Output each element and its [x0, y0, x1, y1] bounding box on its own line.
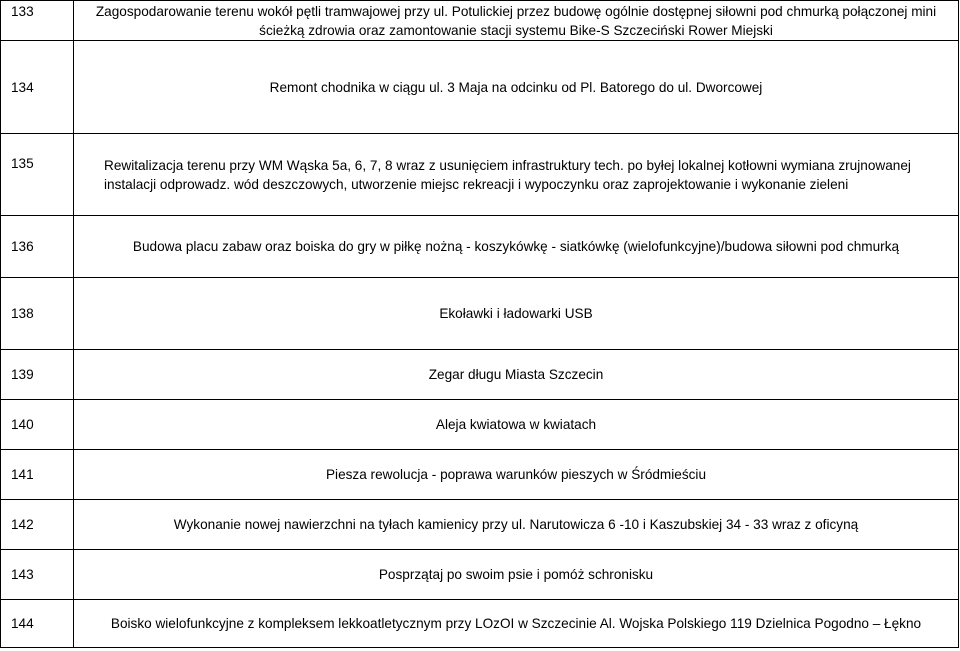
table-row — [1, 550, 959, 600]
row-description: Zagospodarowanie terenu wokół pętli tramwajowej przy ul. Potulickiej przez budowę ogólnie dostępnej siłowni pod chmurką połączonej mini ścieżką zdrowia oraz zamontowanie stacji systemu Bike-S Szczeciński Rower Miejski — [74, 1, 959, 41]
row-description: Remont chodnika w ciągu ul. 3 Maja na odcinku od Pl. Batorego do ul. Dworcowej — [74, 41, 959, 134]
table-row — [1, 278, 959, 350]
row-description: Budowa placu zabaw oraz boiska do gry w piłkę nożną - koszykówkę - siatkówkę (wielofunkcyjne)/budowa siłowni pod chmurką — [74, 216, 959, 278]
row-number: 141 — [1, 450, 74, 500]
table-row — [1, 41, 959, 134]
row-description: Wykonanie nowej nawierzchni na tyłach kamienicy przy ul. Narutowicza 6 -10 i Kaszubskiej 34 - 33 wraz z oficyną — [74, 500, 959, 550]
table-row — [1, 450, 959, 500]
row-description: Rewitalizacja terenu przy WM Wąska 5a, 6, 7, 8 wraz z usunięciem infrastruktury tech. po byłej lokalnej kotłowni wymiana zrujnowanej instalacji odprowadz. wód deszczowych, utworzenie miejsc rekreacji i wypoczynku oraz zaprojektowanie i wykonanie zieleni — [74, 134, 959, 216]
table-row — [1, 1, 959, 41]
table-row — [1, 400, 959, 450]
row-description: Aleja kwiatowa w kwiatach — [74, 400, 959, 450]
row-number: 133 — [1, 1, 74, 41]
row-description: Posprzątaj po swoim psie i pomóż schronisku — [74, 550, 959, 600]
row-number: 140 — [1, 400, 74, 450]
row-number: 139 — [1, 350, 74, 400]
table-row — [1, 600, 959, 648]
row-number: 144 — [1, 600, 74, 648]
table-row — [1, 134, 959, 216]
table-row — [1, 500, 959, 550]
row-number: 143 — [1, 550, 74, 600]
row-number: 134 — [1, 41, 74, 134]
row-description: Boisko wielofunkcyjne z kompleksem lekkoatletycznym przy LOzOI w Szczecinie Al. Wojska Polskiego 119 Dzielnica Pogodno – Łękno — [74, 600, 959, 648]
row-description: Zegar długu Miasta Szczecin — [74, 350, 959, 400]
row-number: 135 — [1, 134, 74, 216]
row-number: 142 — [1, 500, 74, 550]
table-row — [1, 350, 959, 400]
row-number: 136 — [1, 216, 74, 278]
row-number: 138 — [1, 278, 74, 350]
table-row — [1, 216, 959, 278]
row-description: Ekoławki i ładowarki USB — [74, 278, 959, 350]
row-description: Piesza rewolucja - poprawa warunków pieszych w Śródmieściu — [74, 450, 959, 500]
